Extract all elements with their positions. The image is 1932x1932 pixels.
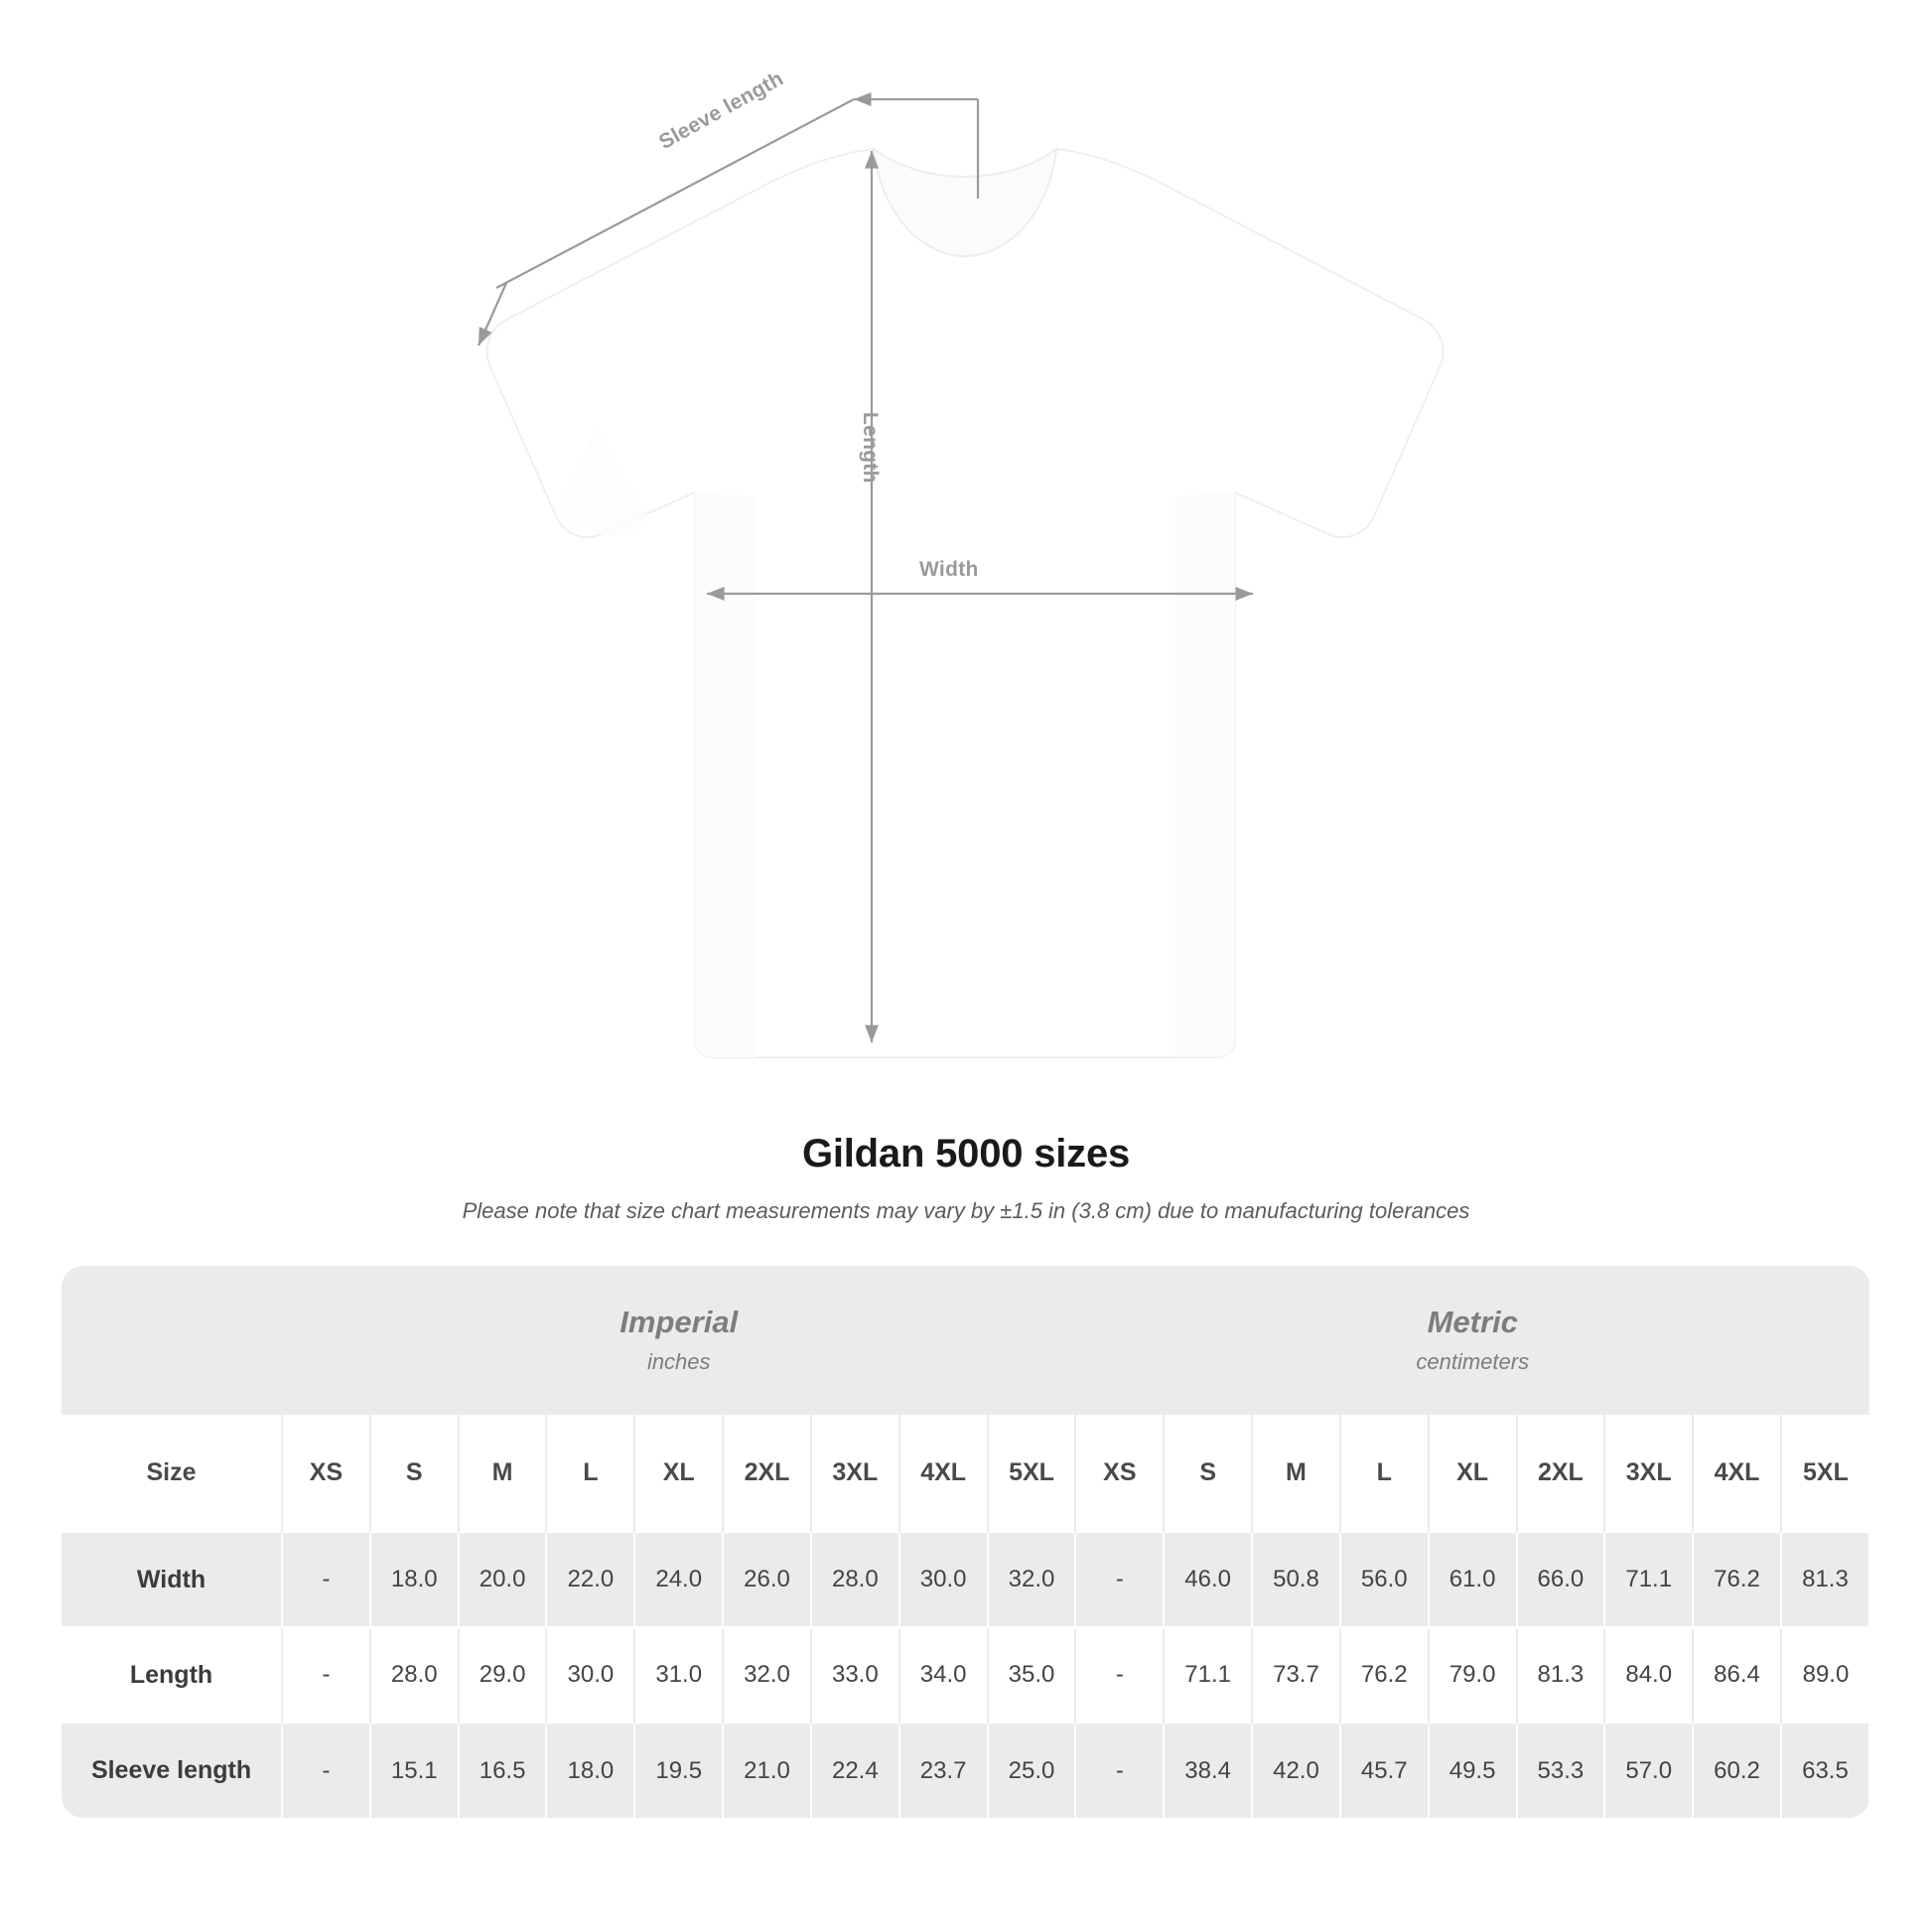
cell-sleeve-16: 60.2 (1693, 1723, 1781, 1818)
cell-width-6: 28.0 (811, 1532, 899, 1627)
header-size-3xl-imperial: 3XL (811, 1415, 899, 1532)
header-size: Size (62, 1415, 282, 1532)
cell-width-12: 56.0 (1340, 1532, 1429, 1627)
cell-width-3: 22.0 (546, 1532, 634, 1627)
unit-sub-metric: centimeters (1416, 1349, 1530, 1375)
size-header-row (62, 1415, 1869, 1532)
cell-sleeve-9: - (1075, 1723, 1164, 1818)
unit-name-metric: Metric (1427, 1304, 1518, 1339)
cell-sleeve-0: - (282, 1723, 370, 1818)
sleeve-length-label: Sleeve length (655, 67, 787, 155)
cell-sleeve-4: 19.5 (634, 1723, 723, 1818)
cell-length-9: - (1075, 1627, 1164, 1723)
cell-width-4: 24.0 (634, 1532, 723, 1627)
page-title: Gildan 5000 sizes (801, 1132, 1131, 1175)
cell-sleeve-1: 15.1 (370, 1723, 459, 1818)
table-row (62, 1723, 1869, 1818)
cell-width-7: 30.0 (899, 1532, 988, 1627)
cell-length-0: - (282, 1627, 370, 1723)
cell-length-10: 71.1 (1164, 1627, 1252, 1723)
cell-width-9: - (1075, 1532, 1164, 1627)
unit-name-imperial: Imperial (620, 1304, 739, 1339)
row-label-length: Length (62, 1627, 282, 1723)
cell-width-2: 20.0 (459, 1532, 547, 1627)
header-size-5xl-imperial: 5XL (988, 1415, 1076, 1532)
cell-length-16: 86.4 (1693, 1627, 1781, 1723)
header-size-xs-imperial: XS (282, 1415, 370, 1532)
header-size-xl-metric: XL (1429, 1415, 1517, 1532)
width-label: Width (919, 558, 979, 581)
cell-length-6: 33.0 (811, 1627, 899, 1723)
unit-header-blank (62, 1266, 282, 1415)
cell-sleeve-2: 16.5 (459, 1723, 547, 1818)
cell-length-3: 30.0 (546, 1627, 634, 1723)
table-row (62, 1532, 1869, 1627)
cell-sleeve-6: 22.4 (811, 1723, 899, 1818)
title-block (0, 1132, 1932, 1224)
unit-header-imperial (282, 1266, 1075, 1415)
table-row (62, 1627, 1869, 1723)
cell-width-8: 32.0 (988, 1532, 1076, 1627)
cell-length-1: 28.0 (370, 1627, 459, 1723)
cell-sleeve-10: 38.4 (1164, 1723, 1252, 1818)
tshirt-shape (487, 149, 1444, 1057)
unit-header-metric (1075, 1266, 1869, 1415)
row-label-sleeve-length: Sleeve length (62, 1723, 282, 1818)
length-label: Length (859, 412, 882, 483)
cell-width-15: 71.1 (1604, 1532, 1693, 1627)
cell-sleeve-7: 23.7 (899, 1723, 988, 1818)
unit-header-row (62, 1266, 1869, 1415)
cell-length-5: 32.0 (723, 1627, 811, 1723)
cell-length-7: 34.0 (899, 1627, 988, 1723)
tolerance-note: Please note that size chart measurements may vary by ±1.5 in (3.8 cm) due to manufacturing tolerances (462, 1198, 1470, 1223)
cell-sleeve-15: 57.0 (1604, 1723, 1693, 1818)
size-table-wrapper (62, 1266, 1870, 1818)
header-size-4xl-metric: 4XL (1693, 1415, 1781, 1532)
cell-width-0: - (282, 1532, 370, 1627)
header-size-2xl-imperial: 2XL (723, 1415, 811, 1532)
cell-sleeve-12: 45.7 (1340, 1723, 1429, 1818)
cell-length-12: 76.2 (1340, 1627, 1429, 1723)
header-size-s-metric: S (1164, 1415, 1252, 1532)
cell-width-1: 18.0 (370, 1532, 459, 1627)
cell-length-13: 79.0 (1429, 1627, 1517, 1723)
cell-sleeve-13: 49.5 (1429, 1723, 1517, 1818)
cell-sleeve-8: 25.0 (988, 1723, 1076, 1818)
header-size-m-metric: M (1252, 1415, 1340, 1532)
cell-width-13: 61.0 (1429, 1532, 1517, 1627)
header-size-2xl-metric: 2XL (1517, 1415, 1605, 1532)
header-size-xs-metric: XS (1075, 1415, 1164, 1532)
cell-width-5: 26.0 (723, 1532, 811, 1627)
unit-sub-imperial: inches (646, 1349, 711, 1375)
cell-length-15: 84.0 (1604, 1627, 1693, 1723)
cell-sleeve-14: 53.3 (1517, 1723, 1605, 1818)
cell-sleeve-5: 21.0 (723, 1723, 811, 1818)
header-size-l-metric: L (1340, 1415, 1429, 1532)
cell-length-14: 81.3 (1517, 1627, 1605, 1723)
header-size-s-imperial: S (370, 1415, 459, 1532)
header-size-l-imperial: L (546, 1415, 634, 1532)
cell-sleeve-3: 18.0 (546, 1723, 634, 1818)
cell-width-16: 76.2 (1693, 1532, 1781, 1627)
header-size-m-imperial: M (459, 1415, 547, 1532)
cell-length-4: 31.0 (634, 1627, 723, 1723)
size-table (62, 1266, 1870, 1818)
row-label-width: Width (62, 1532, 282, 1627)
header-size-5xl-metric: 5XL (1781, 1415, 1869, 1532)
cell-length-17: 89.0 (1781, 1627, 1869, 1723)
header-size-3xl-metric: 3XL (1604, 1415, 1693, 1532)
cell-length-2: 29.0 (459, 1627, 547, 1723)
cell-length-11: 73.7 (1252, 1627, 1340, 1723)
header-size-4xl-imperial: 4XL (899, 1415, 988, 1532)
cell-width-17: 81.3 (1781, 1532, 1869, 1627)
cell-length-8: 35.0 (988, 1627, 1076, 1723)
cell-sleeve-11: 42.0 (1252, 1723, 1340, 1818)
cell-width-10: 46.0 (1164, 1532, 1252, 1627)
cell-width-11: 50.8 (1252, 1532, 1340, 1627)
cell-width-14: 66.0 (1517, 1532, 1605, 1627)
header-size-xl-imperial: XL (634, 1415, 723, 1532)
cell-sleeve-17: 63.5 (1781, 1723, 1869, 1818)
